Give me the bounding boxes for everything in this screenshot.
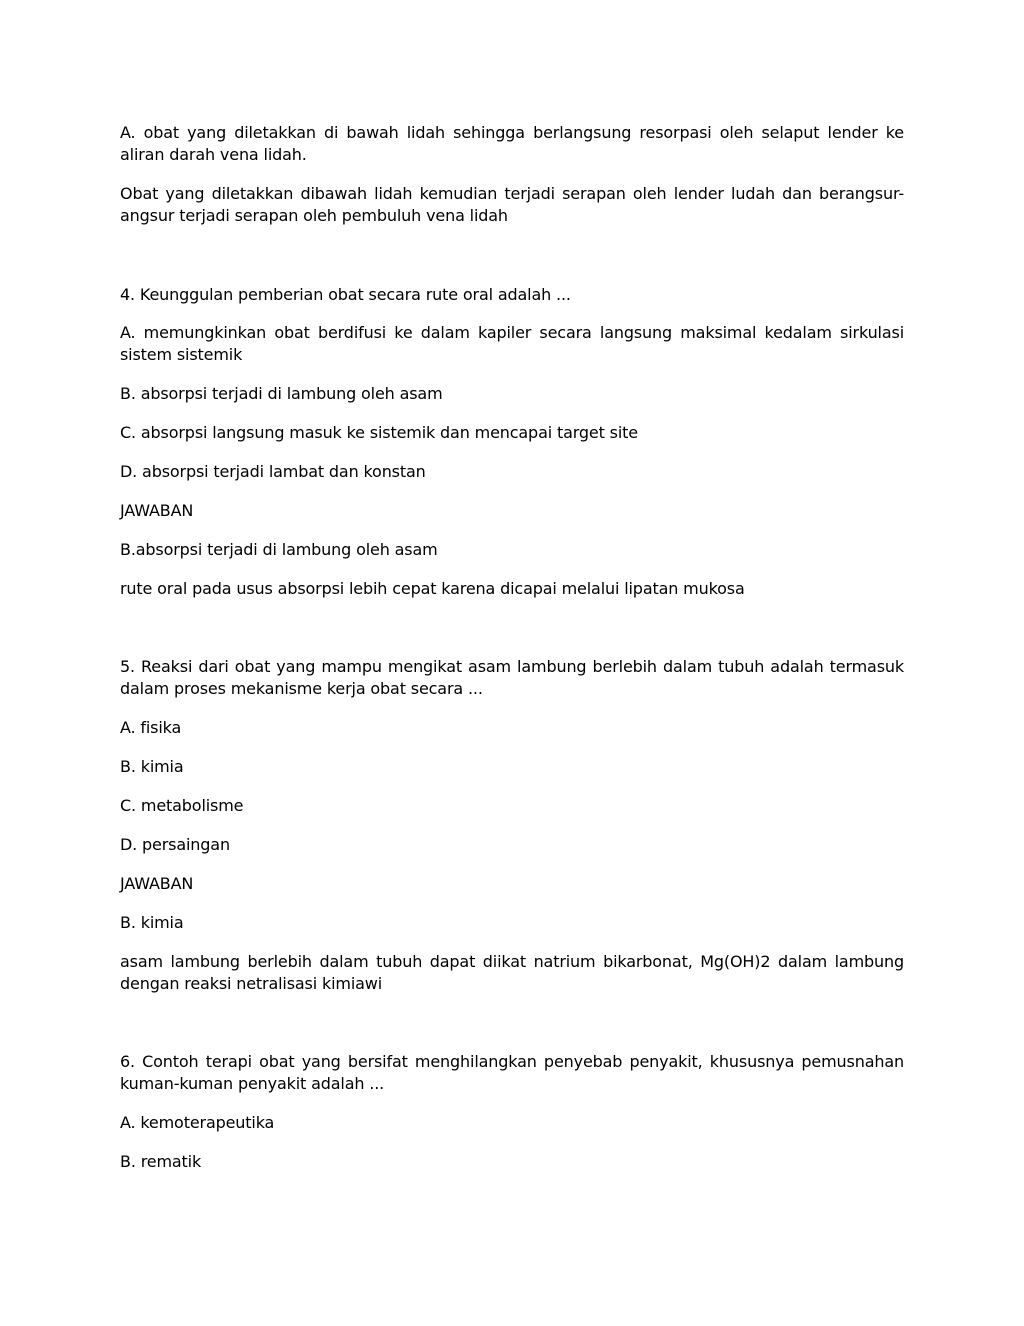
question-5-option-a: A. fisika	[120, 718, 182, 737]
answer-heading: JAWABAN	[120, 501, 194, 520]
question-4-answer: B.absorpsi terjadi di lambung oleh asam	[120, 540, 438, 559]
explanation-text: Obat yang diletakkan dibawah lidah kemudian terjadi serapan oleh lender ludah dan berangsur-angsur terjadi serapan oleh pembuluh vena lidah	[120, 184, 904, 225]
question-5-option-d: D. persaingan	[120, 835, 230, 854]
question-4-option-b: B. absorpsi terjadi di lambung oleh asam	[120, 384, 443, 403]
answer-heading: JAWABAN	[120, 874, 194, 893]
question-4-option-a: A. memungkinkan obat berdifusi ke dalam kapiler secara langsung maksimal kedalam sirkulasi sistem sistemik	[120, 323, 904, 364]
question-5: 5. Reaksi dari obat yang mampu mengikat asam lambung berlebih dalam tubuh adalah termasuk dalam proses mekanisme kerja obat secara ...	[120, 657, 904, 698]
question-4: 4. Keunggulan pemberian obat secara rute oral adalah ...	[120, 285, 571, 304]
question-5-option-c: C. metabolisme	[120, 796, 244, 815]
question-4-option-c: C. absorpsi langsung masuk ke sistemik dan mencapai target site	[120, 423, 638, 442]
question-4-explanation: rute oral pada usus absorpsi lebih cepat karena dicapai melalui lipatan mukosa	[120, 579, 745, 598]
answer-option-a: A. obat yang diletakkan di bawah lidah sehingga berlangsung resorpasi oleh selaput lender ke aliran darah vena lidah.	[120, 123, 904, 164]
question-5-answer: B. kimia	[120, 913, 184, 932]
question-6: 6. Contoh terapi obat yang bersifat menghilangkan penyebab penyakit, khususnya pemusnahan kuman-kuman penyakit adalah ...	[120, 1052, 904, 1093]
question-6-option-a: A. kemoterapeutika	[120, 1113, 275, 1132]
question-5-explanation: asam lambung berlebih dalam tubuh dapat diikat natrium bikarbonat, Mg(OH)2 dalam lambung dengan reaksi netralisasi kimiawi	[120, 952, 904, 993]
question-6-option-b: B. rematik	[120, 1152, 202, 1171]
question-4-option-d: D. absorpsi terjadi lambat dan konstan	[120, 462, 426, 481]
question-5-option-b: B. kimia	[120, 757, 184, 776]
